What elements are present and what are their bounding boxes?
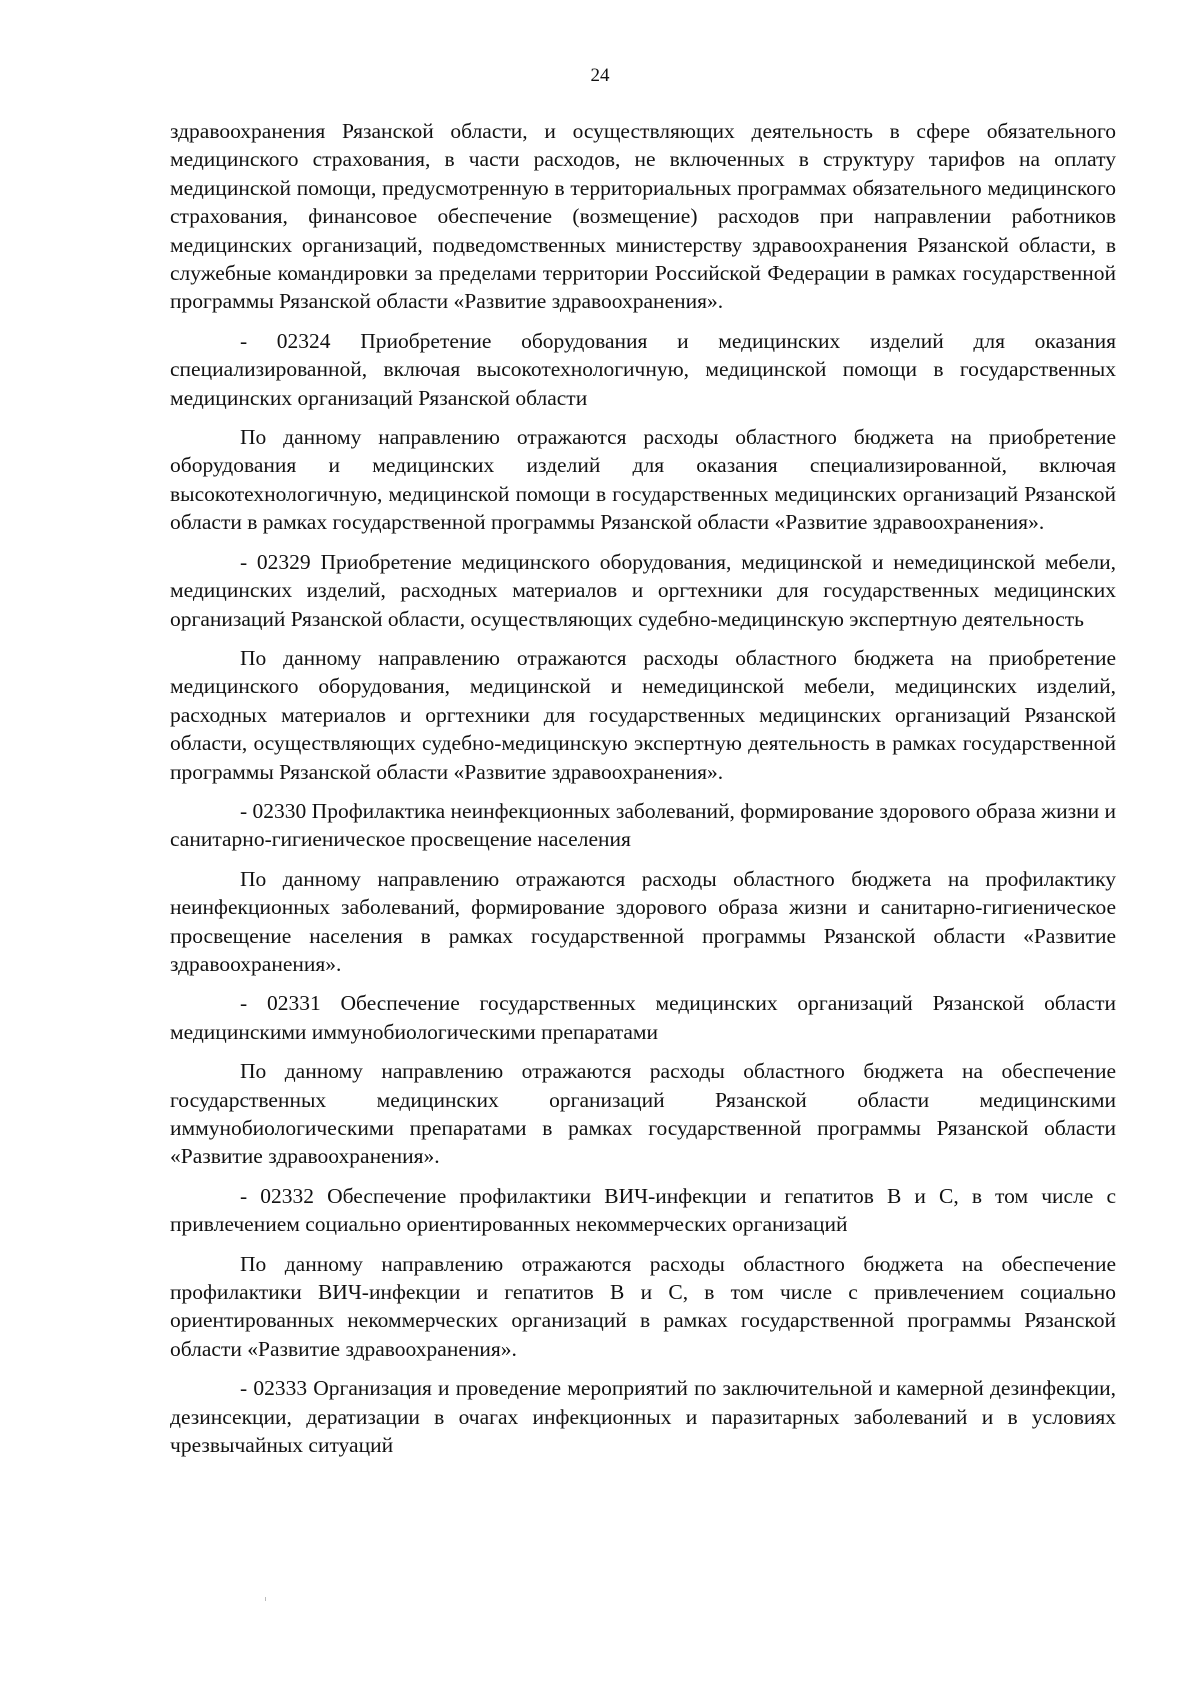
section-heading-02332: - 02332 Обеспечение профилактики ВИЧ-инфекции и гепатитов В и С, в том числе с привлечением социально ориентированных некоммерческих организаций bbox=[170, 1183, 1116, 1237]
paragraph-continuation: здравоохранения Рязанской области, и осуществляющих деятельность в сфере обязательного медицинского страхования, в части расходов, не включенных в структуру тарифов на оплату медицинской помощи, предусмотренную в территориальных программах обязательного медицинского страхования, финансовое обеспечение (возмещение) расходов при направлении работников медицинских организаций, подведомственных министерству здравоохранения Рязанской области, в служебные командировки за пределами территории Российской Федерации в рамках государственной программы Рязанской области «Развитие здравоохранения». bbox=[170, 119, 1116, 314]
paragraph-02332-description: По данному направлению отражаются расходы областного бюджета на обеспечение профилактики ВИЧ-инфекции и гепатитов В и С, в том числе с привлечением социально ориентированных некоммерческих организаций в рамках государственной программы Рязанской области «Развитие здравоохранения». bbox=[170, 1251, 1116, 1361]
section-heading-02331: - 02331 Обеспечение государственных медицинских организаций Рязанской области медицинскими иммунобиологическими препаратами bbox=[170, 991, 1116, 1044]
page-number: 24 bbox=[590, 65, 610, 86]
section-heading-02324: - 02324 Приобретение оборудования и медицинских изделий для оказания специализированной, включая высокотехнологичную, медицинской помощи в государственных медицинских организаций Рязанской области bbox=[170, 328, 1116, 410]
document-body bbox=[170, 117, 1116, 1459]
paragraph-02329-description: По данному направлению отражаются расходы областного бюджета на приобретение медицинского оборудования, медицинской и немедицинской мебели, медицинских изделий, расходных материалов и оргтехники для государственных медицинских организаций Рязанской области, осуществляющих судебно-медицинскую экспертную деятельность в рамках государственной программы Рязанской области «Развитие здравоохранения». bbox=[170, 645, 1116, 784]
scan-speck bbox=[265, 1597, 266, 1601]
paragraph-02331-description: По данному направлению отражаются расходы областного бюджета на обеспечение государственных медицинских организаций Рязанской области медицинскими иммунобиологическими препаратами в рамках государственной программы Рязанской области «Развитие здравоохранения». bbox=[170, 1059, 1116, 1169]
paragraph-02330-description: По данному направлению отражаются расходы областного бюджета на профилактику неинфекционных заболеваний, формирование здорового образа жизни и санитарно-гигиеническое просвещение населения в рамках государственной программы Рязанской области «Развитие здравоохранения». bbox=[170, 866, 1116, 976]
paragraph-02324-description: По данному направлению отражаются расходы областного бюджета на приобретение оборудования и медицинских изделий для оказания специализированной, включая высокотехнологичную, медицинской помощи в государственных медицинских организаций Рязанской области в рамках государственной программы Рязанской области «Развитие здравоохранения». bbox=[170, 425, 1116, 535]
section-heading-02333: - 02333 Организация и проведение мероприятий по заключительной и камерной дезинфекции, дезинсекции, дератизации в очагах инфекционных и паразитарных заболеваний и в условиях чрезвычайных ситуаций bbox=[170, 1376, 1116, 1458]
section-heading-02329: - 02329 Приобретение медицинского оборудования, медицинской и немедицинской мебели, медицинских изделий, расходных материалов и оргтехники для государственных медицинских организаций Рязанской области, осуществляющих судебно-медицинскую экспертную деятельность bbox=[170, 549, 1116, 631]
section-heading-02330: - 02330 Профилактика неинфекционных заболеваний, формирование здорового образа жизни и санитарно-гигиеническое просвещение населения bbox=[170, 798, 1116, 852]
